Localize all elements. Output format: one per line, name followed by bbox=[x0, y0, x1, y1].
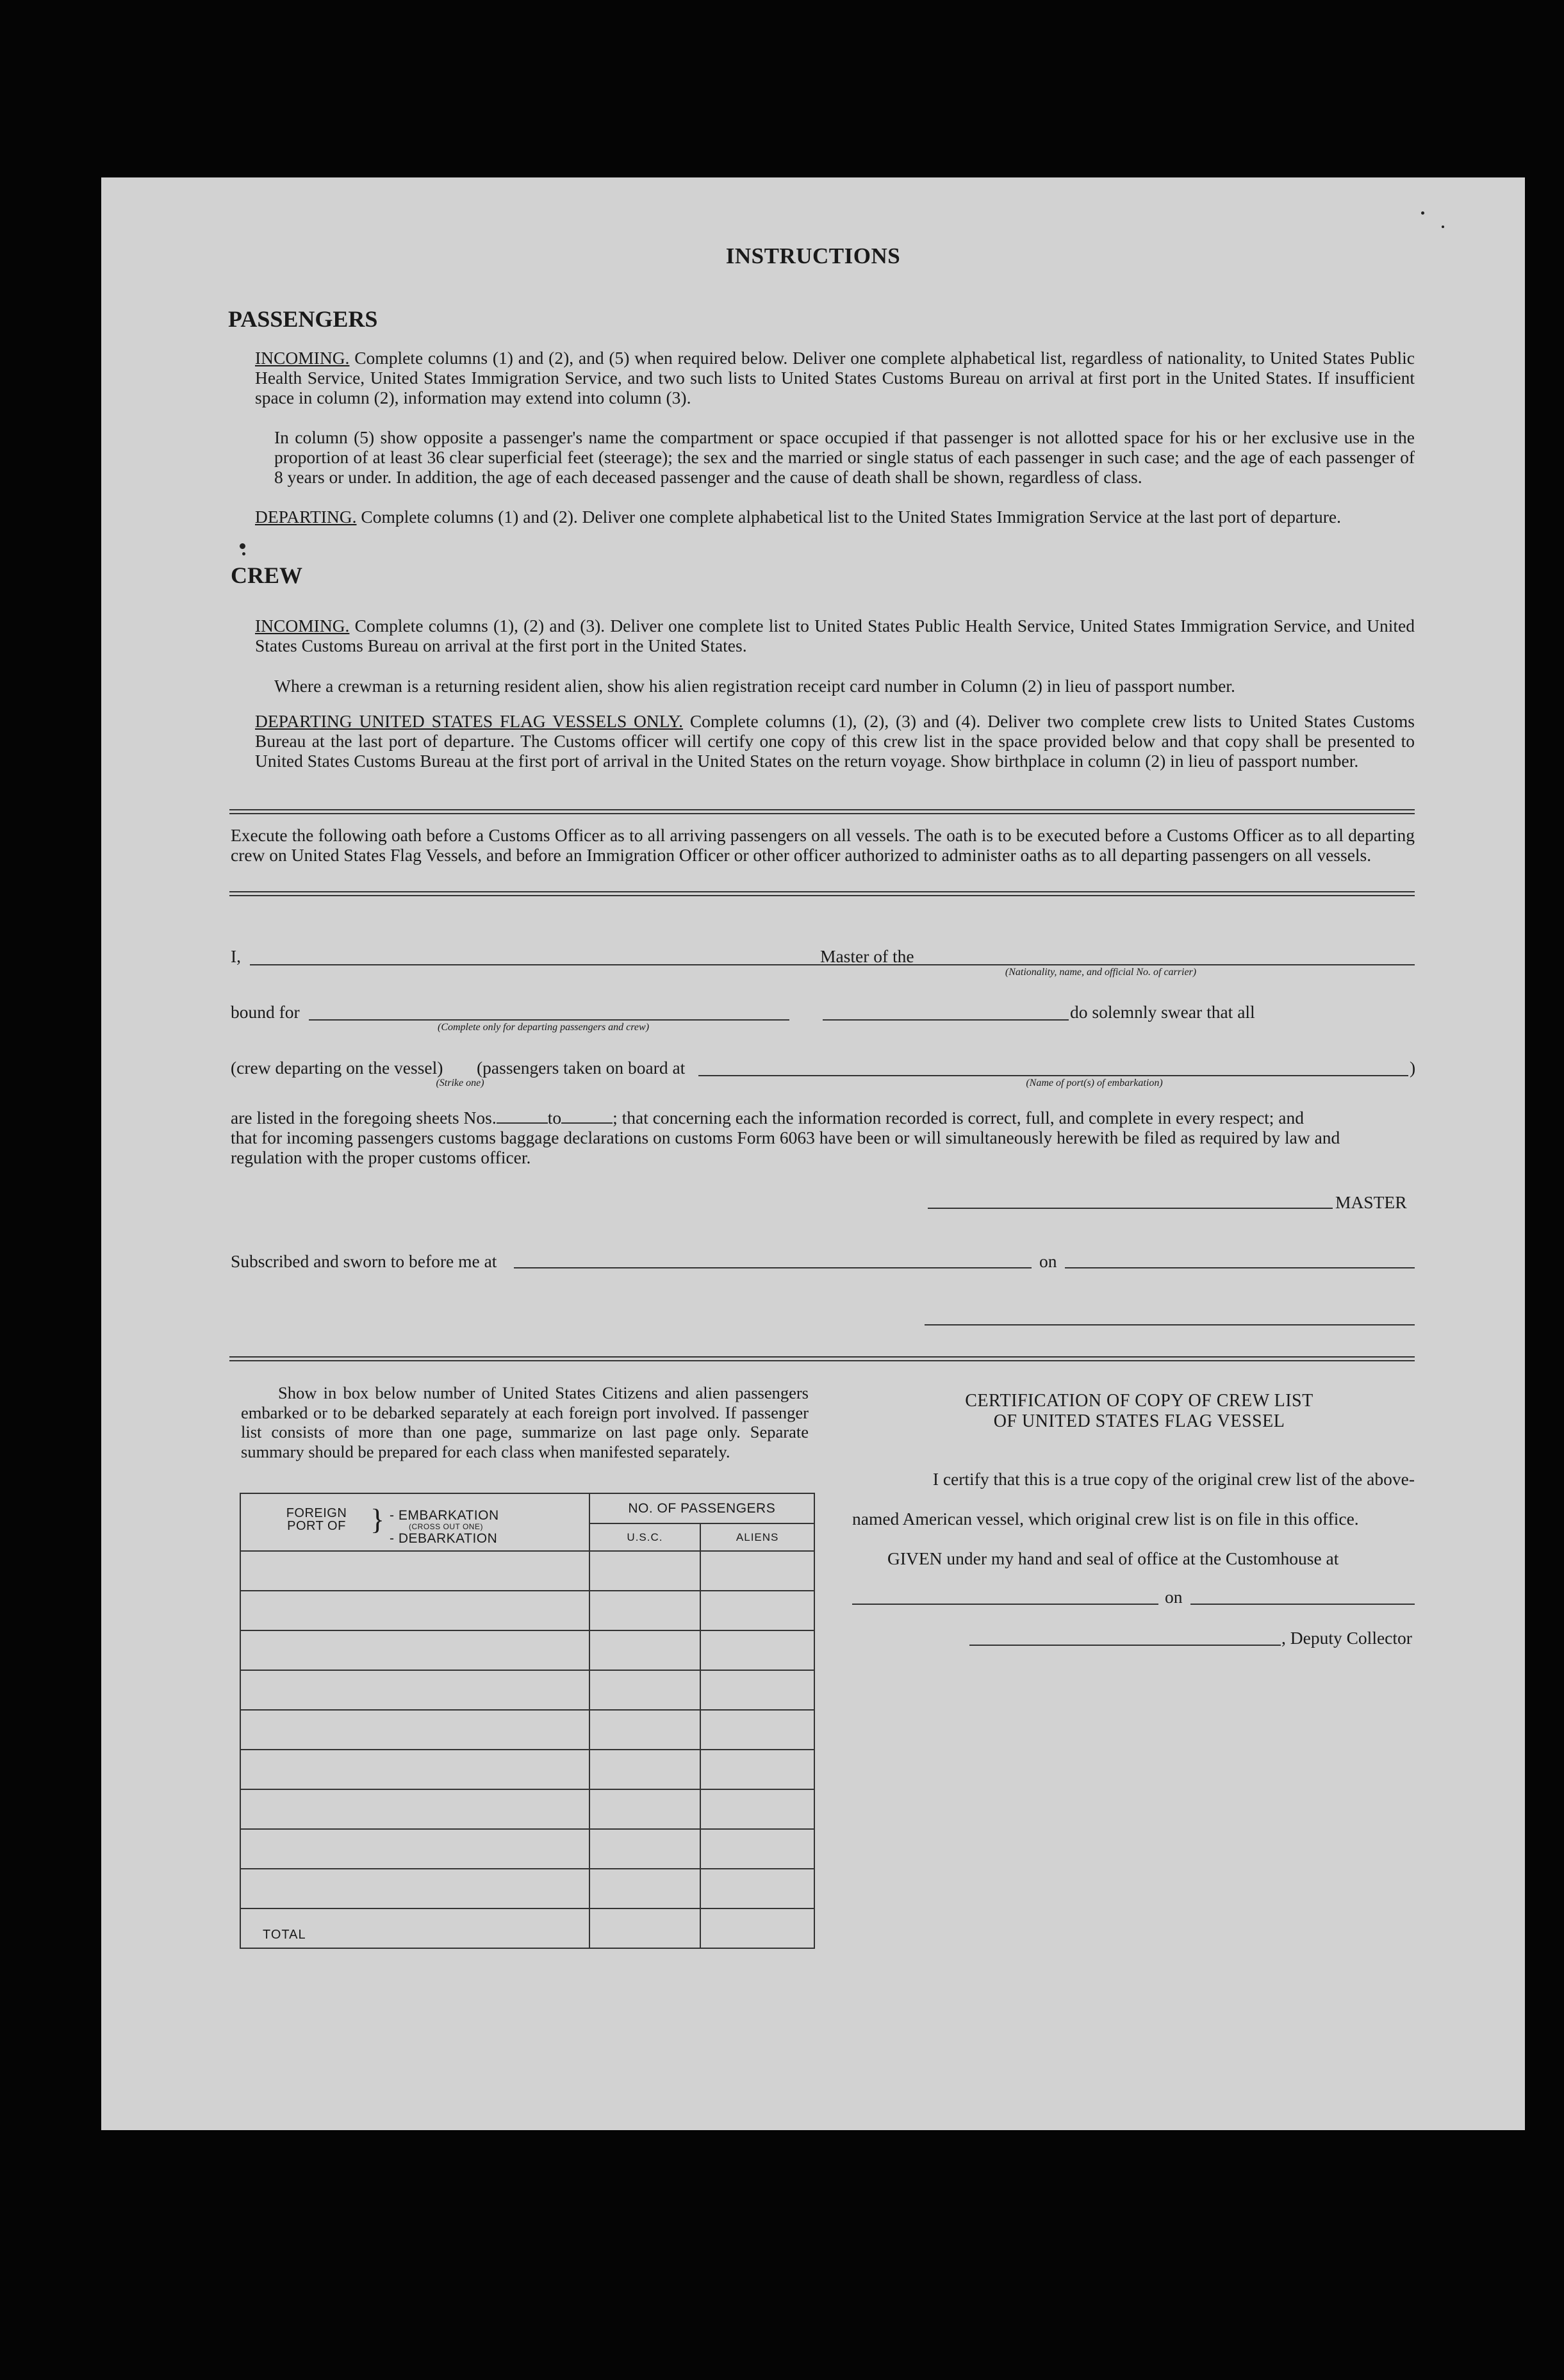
oath-i-label: I, bbox=[231, 946, 242, 966]
summary-instructions: Show in box below number of United States Citizens and alien passengers embarked or to be debarked separately at each foreign port involved. If passenger list consists of more than one page, summarize on last page only. Separate summary should be prepared for each class when manifested separately. bbox=[241, 1383, 809, 1461]
aliens-header: ALIENS bbox=[700, 1523, 814, 1551]
passengers-heading: PASSENGERS bbox=[228, 306, 378, 332]
bound-for-field[interactable] bbox=[309, 1019, 789, 1021]
passengers-departing-text: Complete columns (1) and (2). Deliver one complete alphabetical list to the United States Immigration Service at the last port of departure. bbox=[361, 507, 1342, 527]
ports-caption: (Name of port(s) of embarkation) bbox=[1026, 1078, 1163, 1088]
summary-divider bbox=[229, 1356, 1415, 1361]
scan-speck bbox=[240, 543, 245, 549]
given-label: GIVEN under my hand and seal of office at the Customhouse at bbox=[887, 1548, 1339, 1568]
no-passengers-header: NO. OF PASSENGERS bbox=[589, 1493, 814, 1523]
table-row bbox=[240, 1670, 814, 1710]
crew-incoming-text: Complete columns (1), (2) and (3). Deliver one complete list to United States Public Health Service, United States Immigration Service, and United States Customs Bureau on arrival at the first port in the United States. bbox=[255, 616, 1415, 655]
table-row bbox=[240, 1630, 814, 1670]
certification-title-line1: CERTIFICATION OF COPY OF CREW LIST bbox=[965, 1391, 1313, 1411]
embarkation-label: - EMBARKATION bbox=[390, 1508, 499, 1523]
passengers-departing-label: DEPARTING. bbox=[255, 507, 357, 527]
sheet-to-field[interactable] bbox=[561, 1122, 613, 1124]
crew-resident-alien-text: Where a crewman is a returning resident alien, show his alien registration receipt card number in Column (2) in lieu of passport number. bbox=[274, 676, 1235, 696]
table-row bbox=[240, 1710, 814, 1750]
aliens-cell[interactable] bbox=[700, 1869, 814, 1908]
passenger-summary-table bbox=[240, 1493, 815, 1949]
master-signature-field[interactable] bbox=[928, 1208, 1333, 1209]
carrier-field[interactable] bbox=[921, 964, 1415, 965]
aliens-cell[interactable] bbox=[700, 1551, 814, 1591]
usc-cell[interactable] bbox=[589, 1670, 701, 1710]
table-row bbox=[240, 1551, 814, 1591]
bound-for-label: bound for bbox=[231, 1002, 300, 1022]
table-row bbox=[240, 1789, 814, 1829]
sheets-suffix: ; that concerning each the information recorded is correct, full, and complete in every respect; and bbox=[613, 1108, 1305, 1128]
crew-incoming-label: INCOMING. bbox=[255, 616, 350, 636]
passengers-incoming-paragraph bbox=[255, 348, 1415, 407]
foreign-port-header bbox=[240, 1493, 589, 1551]
aliens-cell[interactable] bbox=[700, 1670, 814, 1710]
port-cell[interactable] bbox=[240, 1630, 589, 1670]
certification-title-line2: OF UNITED STATES FLAG VESSEL bbox=[993, 1411, 1285, 1431]
scan-speck bbox=[242, 552, 245, 555]
aliens-cell[interactable] bbox=[700, 1630, 814, 1670]
passengers-column5-paragraph: In column (5) show opposite a passenger's name the compartment or space occupied if that passenger is not allotted space for his or her exclusive use in the proportion of at least 36 clear superficial feet (steerage); the sex and the married or single status of each passenger in such case; and the age of each passenger of 8 years or under. In addition, the age of each deceased passenger and the cause of death shall be shown, regardless of class. bbox=[274, 427, 1415, 487]
usc-cell[interactable] bbox=[589, 1551, 701, 1591]
officer-signature-field[interactable] bbox=[925, 1324, 1415, 1325]
usc-total-cell[interactable] bbox=[589, 1908, 701, 1948]
port-cell[interactable] bbox=[240, 1829, 589, 1869]
usc-cell[interactable] bbox=[589, 1789, 701, 1829]
oath-divider bbox=[229, 891, 1415, 896]
total-row bbox=[240, 1908, 814, 1948]
port-cell[interactable] bbox=[240, 1670, 589, 1710]
form-sheet bbox=[101, 177, 1525, 2130]
crew-departing-text: Complete columns (1), (2), (3) and (4). Deliver two complete crew lists to United States Customs Bureau at the last port of departure. The Customs officer will certify one copy of this crew list in the space provided below and that copy shall be presented to United States Customs Bureau at the first port of arrival in the United States on the return voyage. Show birthplace in column (2) in lieu of passport number. bbox=[255, 711, 1415, 771]
sheets-to: to bbox=[547, 1108, 562, 1128]
sworn-at-field[interactable] bbox=[514, 1267, 1032, 1268]
table-row bbox=[240, 1591, 814, 1630]
port-cell[interactable] bbox=[240, 1591, 589, 1630]
sworn-on-label: on bbox=[1039, 1251, 1057, 1271]
nationality-caption: (Nationality, name, and official No. of carrier) bbox=[1005, 967, 1197, 978]
passengers-incoming-label: INCOMING. bbox=[255, 348, 350, 368]
crew-departing-option[interactable]: (crew departing on the vessel) bbox=[231, 1058, 443, 1078]
given-on-label: on bbox=[1165, 1587, 1183, 1607]
total-label: TOTAL bbox=[240, 1908, 589, 1948]
port-cell[interactable] bbox=[240, 1869, 589, 1908]
strike-one-caption: (Strike one) bbox=[436, 1078, 484, 1088]
port-cell[interactable] bbox=[240, 1710, 589, 1750]
scan-speck bbox=[1442, 226, 1444, 228]
do-solemnly-label: do solemnly swear that all bbox=[1070, 1002, 1255, 1022]
crew-incoming-paragraph bbox=[255, 616, 1415, 655]
section-divider bbox=[229, 809, 1415, 814]
master-of-the-label: Master of the bbox=[820, 946, 914, 966]
aliens-cell[interactable] bbox=[700, 1829, 814, 1869]
deputy-collector-label: , Deputy Collector bbox=[1281, 1628, 1412, 1648]
sworn-on-field[interactable] bbox=[1065, 1267, 1415, 1268]
bound-for-field-2[interactable] bbox=[823, 1019, 1069, 1021]
usc-cell[interactable] bbox=[589, 1630, 701, 1670]
passengers-incoming-text: Complete columns (1) and (2), and (5) when required below. Deliver one complete alphabetical list, regardless of nationality, to United States Public Health Service, United States Immigration Service, and two such lists to United States Customs Bureau on arrival at first port in the United States. If insufficient space in column (2), information may extend into column (3). bbox=[255, 348, 1415, 407]
usc-header: U.S.C. bbox=[589, 1523, 701, 1551]
aliens-cell[interactable] bbox=[700, 1591, 814, 1630]
aliens-cell[interactable] bbox=[700, 1750, 814, 1789]
certify-line1: I certify that this is a true copy of the original crew list of the above- bbox=[932, 1469, 1415, 1489]
baggage-line: that for incoming passengers customs baggage declarations on customs Form 6063 have been or will simultaneously herewith be filed as required by law and bbox=[231, 1128, 1340, 1147]
usc-cell[interactable] bbox=[589, 1869, 701, 1908]
instructions-title: INSTRUCTIONS bbox=[725, 243, 901, 268]
scan-speck bbox=[1421, 211, 1424, 215]
oath-intro: Execute the following oath before a Customs Officer as to all arriving passengers on all vessels. The oath is to be executed before a Customs Officer as to all departing crew on United States Flag Vessels, and before an Immigration Officer or other officer authorized to administer oaths as to all departing passengers on all vessels. bbox=[231, 825, 1415, 865]
usc-cell[interactable] bbox=[589, 1829, 701, 1869]
cross-out-label: (CROSS OUT ONE) bbox=[409, 1522, 483, 1531]
port-cell[interactable] bbox=[240, 1789, 589, 1829]
customhouse-field[interactable] bbox=[852, 1604, 1158, 1605]
sheet-from-field[interactable] bbox=[497, 1122, 548, 1124]
given-on-field[interactable] bbox=[1190, 1604, 1415, 1605]
regulation-line: regulation with the proper customs officer. bbox=[231, 1147, 531, 1167]
usc-cell[interactable] bbox=[589, 1710, 701, 1750]
usc-cell[interactable] bbox=[589, 1591, 701, 1630]
passengers-taken-option[interactable]: (passengers taken on board at bbox=[477, 1058, 686, 1078]
subscribed-label: Subscribed and sworn to before me at bbox=[231, 1251, 497, 1271]
table-row bbox=[240, 1750, 814, 1789]
table-row bbox=[240, 1869, 814, 1908]
usc-cell[interactable] bbox=[589, 1750, 701, 1789]
certification-title bbox=[889, 1391, 1389, 1432]
table-row bbox=[240, 1829, 814, 1869]
master-label: MASTER bbox=[1335, 1192, 1407, 1212]
port-cell[interactable] bbox=[240, 1551, 589, 1591]
passengers-departing-paragraph bbox=[255, 507, 1415, 527]
brace-icon: } bbox=[370, 1503, 385, 1536]
crew-departing-paragraph bbox=[255, 711, 1415, 771]
aliens-cell[interactable] bbox=[700, 1710, 814, 1750]
crew-heading: CREW bbox=[231, 562, 303, 588]
bound-for-caption: (Complete only for departing passengers and crew) bbox=[437, 1022, 650, 1033]
certify-line2: named American vessel, which original crew list is on file in this office. bbox=[852, 1509, 1359, 1529]
debarkation-label: - DEBARKATION bbox=[390, 1531, 498, 1546]
deputy-signature-field[interactable] bbox=[969, 1645, 1281, 1646]
aliens-total-cell[interactable] bbox=[700, 1908, 814, 1948]
crew-departing-label: DEPARTING UNITED STATES FLAG VESSELS ONLY. bbox=[255, 711, 683, 731]
close-paren: ) bbox=[1410, 1058, 1416, 1078]
aliens-cell[interactable] bbox=[700, 1789, 814, 1829]
sheets-line bbox=[231, 1108, 1304, 1128]
embarkation-ports-field[interactable] bbox=[698, 1075, 1408, 1076]
foreign-port-label: FOREIGN PORT OF bbox=[286, 1506, 347, 1533]
sheets-prefix: are listed in the foregoing sheets Nos. bbox=[231, 1108, 497, 1128]
port-cell[interactable] bbox=[240, 1750, 589, 1789]
